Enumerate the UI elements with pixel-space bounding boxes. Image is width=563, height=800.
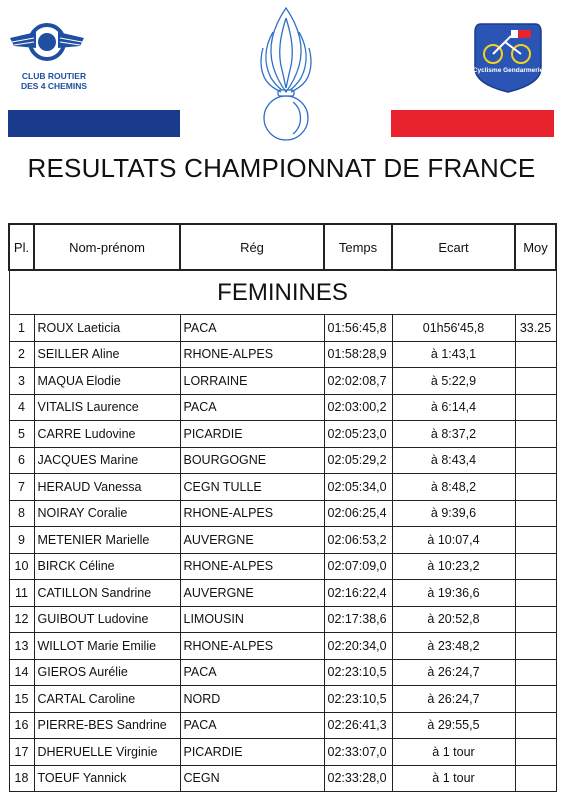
cell-temps: 02:07:09,0 [324,553,392,580]
cell-reg: PACA [180,712,324,739]
cell-nom: GIEROS Aurélie [34,659,180,686]
cell-nom: VITALIS Laurence [34,394,180,421]
cell-ecart: à 26:24,7 [392,659,515,686]
cell-reg: AUVERGNE [180,580,324,607]
col-header-ecart: Ecart [392,224,515,270]
cell-temps: 02:17:38,6 [324,606,392,633]
cell-nom: PIERRE-BES Sandrine [34,712,180,739]
cell-nom: CARTAL Caroline [34,686,180,713]
right-logo-text: Cyclisme Gendarmerie [472,67,544,74]
cell-ecart: à 1:43,1 [392,341,515,368]
cell-reg: LORRAINE [180,368,324,395]
cell-pl: 1 [9,315,34,342]
cell-pl: 16 [9,712,34,739]
cell-reg: PICARDIE [180,739,324,766]
table-row [9,394,556,421]
cell-ecart: à 5:22,9 [392,368,515,395]
cell-pl: 3 [9,368,34,395]
cell-temps: 02:03:00,2 [324,394,392,421]
cell-pl: 18 [9,765,34,792]
cell-nom: WILLOT Marie Emilie [34,633,180,660]
cell-nom: ROUX Laeticia [34,315,180,342]
cell-pl: 5 [9,421,34,448]
cell-pl: 14 [9,659,34,686]
cell-moy [515,712,556,739]
cell-ecart: à 26:24,7 [392,686,515,713]
cell-reg: AUVERGNE [180,527,324,554]
cell-temps: 01:56:45,8 [324,315,392,342]
cell-temps: 02:06:25,4 [324,500,392,527]
cell-ecart: à 29:55,5 [392,712,515,739]
club-routier-logo [8,18,86,96]
table-row [9,500,556,527]
cell-nom: SEILLER Aline [34,341,180,368]
col-header-temps: Temps [324,224,392,270]
cell-moy [515,368,556,395]
cell-reg: PACA [180,394,324,421]
cell-moy [515,447,556,474]
club-name-line1: CLUB ROUTIER [21,71,87,81]
cell-moy: 33.25 [515,315,556,342]
cell-pl: 12 [9,606,34,633]
cell-moy [515,739,556,766]
cell-ecart: à 8:43,4 [392,447,515,474]
cell-nom: TOEUF Yannick [34,765,180,792]
cell-ecart: à 20:52,8 [392,606,515,633]
table-row [9,712,556,739]
cell-pl: 9 [9,527,34,554]
cell-moy [515,527,556,554]
cell-moy [515,633,556,660]
section-title: FEMININES [9,270,556,315]
cell-ecart: à 10:23,2 [392,553,515,580]
cell-reg: PICARDIE [180,421,324,448]
cell-moy [515,500,556,527]
cell-nom: JACQUES Marine [34,447,180,474]
col-header-moy: Moy [515,224,556,270]
cell-moy [515,394,556,421]
cell-reg: PACA [180,659,324,686]
cell-reg: PACA [180,315,324,342]
cell-ecart: à 8:48,2 [392,474,515,501]
results-table [8,223,557,792]
table-row [9,368,556,395]
cell-ecart: à 8:37,2 [392,421,515,448]
cell-temps: 02:23:10,5 [324,686,392,713]
table-row [9,447,556,474]
table-row [9,633,556,660]
cell-reg: BOURGOGNE [180,447,324,474]
cell-pl: 8 [9,500,34,527]
section-row [9,270,556,315]
cell-moy [515,606,556,633]
page-title: RESULTATS CHAMPIONNAT DE FRANCE [27,153,536,183]
cell-reg: RHONE-ALPES [180,341,324,368]
cell-pl: 15 [9,686,34,713]
cell-nom: GUIBOUT Ludovine [34,606,180,633]
table-row [9,659,556,686]
cell-moy [515,659,556,686]
table-row [9,765,556,792]
cell-pl: 6 [9,447,34,474]
cell-moy [515,686,556,713]
cell-moy [515,421,556,448]
cell-moy [515,580,556,607]
cell-moy [515,341,556,368]
cell-reg: CEGN [180,765,324,792]
cell-temps: 02:05:34,0 [324,474,392,501]
cell-moy [515,474,556,501]
cell-pl: 7 [9,474,34,501]
table-row [9,421,556,448]
red-stripe [391,110,554,137]
cell-temps: 02:16:22,4 [324,580,392,607]
cell-temps: 02:33:07,0 [324,739,392,766]
cell-ecart: à 1 tour [392,765,515,792]
table-row [9,474,556,501]
table-row [9,553,556,580]
cell-pl: 11 [9,580,34,607]
cell-nom: DHERUELLE Virginie [34,739,180,766]
cell-ecart: à 6:14,4 [392,394,515,421]
cell-reg: NORD [180,686,324,713]
cyclisme-gendarmerie-logo [471,18,545,94]
cell-nom: CARRE Ludovine [34,421,180,448]
cell-nom: NOIRAY Coralie [34,500,180,527]
cell-temps: 02:26:41,3 [324,712,392,739]
cell-ecart: à 23:48,2 [392,633,515,660]
cell-nom: MAQUA Elodie [34,368,180,395]
col-header-nom: Nom-prénom [34,224,180,270]
cell-reg: CEGN TULLE [180,474,324,501]
cell-temps: 02:33:28,0 [324,765,392,792]
cell-pl: 4 [9,394,34,421]
cell-reg: RHONE-ALPES [180,553,324,580]
cell-nom: HERAUD Vanessa [34,474,180,501]
blue-stripe [8,110,180,137]
cell-pl: 2 [9,341,34,368]
cell-nom: CATILLON Sandrine [34,580,180,607]
cell-moy [515,765,556,792]
cell-temps: 02:20:34,0 [324,633,392,660]
col-header-pl: Pl. [9,224,34,270]
cell-pl: 17 [9,739,34,766]
table-row [9,739,556,766]
table-row [9,341,556,368]
winged-wheel-icon [8,18,86,68]
cell-reg: RHONE-ALPES [180,500,324,527]
cell-moy [515,553,556,580]
cell-temps: 01:58:28,9 [324,341,392,368]
cell-pl: 10 [9,553,34,580]
cell-ecart: à 1 tour [392,739,515,766]
cell-temps: 02:05:23,0 [324,421,392,448]
cell-ecart: à 9:39,6 [392,500,515,527]
cell-ecart: 01h56'45,8 [392,315,515,342]
club-name-line2: DES 4 CHEMINS [20,81,88,91]
cell-ecart: à 19:36,6 [392,580,515,607]
cell-pl: 13 [9,633,34,660]
cell-temps: 02:02:08,7 [324,368,392,395]
table-row [9,315,556,342]
table-header-row [9,224,556,270]
cell-temps: 02:05:29,2 [324,447,392,474]
table-row [9,606,556,633]
cell-ecart: à 10:07,4 [392,527,515,554]
table-row [9,580,556,607]
cell-reg: RHONE-ALPES [180,633,324,660]
col-header-reg: Rég [180,224,324,270]
table-row [9,527,556,554]
cell-nom: METENIER Marielle [34,527,180,554]
cell-temps: 02:06:53,2 [324,527,392,554]
table-row [9,686,556,713]
cell-temps: 02:23:10,5 [324,659,392,686]
cell-reg: LIMOUSIN [180,606,324,633]
flame-grenade-icon [253,4,319,146]
cell-nom: BIRCK Céline [34,553,180,580]
